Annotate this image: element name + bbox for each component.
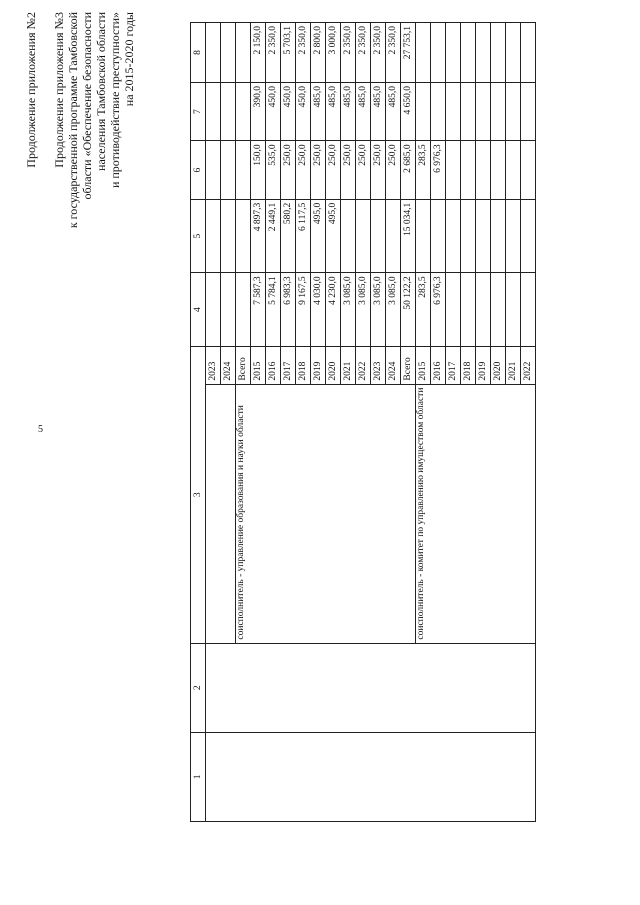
- value-cell: 5 784,1: [266, 273, 281, 347]
- value-cell: 2 685,0: [401, 141, 416, 199]
- year-cell: 2016: [431, 346, 446, 384]
- heading-line: и противодействие преступности»: [108, 12, 122, 189]
- value-cell: [446, 82, 461, 140]
- value-cell: [521, 199, 536, 273]
- year-cell: 2021: [506, 346, 521, 384]
- value-cell: 3 085,0: [341, 273, 356, 347]
- value-cell: [221, 82, 236, 140]
- value-cell: 50 122,2: [401, 273, 416, 347]
- value-cell: 2 350,0: [386, 23, 401, 83]
- value-cell: 2 150,0: [251, 23, 266, 83]
- value-cell: 283,5: [416, 273, 431, 347]
- value-cell: [446, 141, 461, 199]
- value-cell: [446, 23, 461, 83]
- value-cell: [416, 82, 431, 140]
- year-cell: 2024: [221, 346, 236, 384]
- value-cell: 2 449,1: [266, 199, 281, 273]
- year-cell: 2018: [461, 346, 476, 384]
- value-cell: [236, 199, 251, 273]
- col-header: 1: [191, 732, 206, 821]
- heading-line: Продолжение приложения №3: [52, 12, 66, 168]
- table-row: [206, 23, 221, 822]
- col-header: 2: [191, 643, 206, 732]
- year-cell: 2023: [206, 346, 221, 384]
- value-cell: [461, 199, 476, 273]
- value-cell: [506, 23, 521, 83]
- value-cell: [371, 199, 386, 273]
- value-cell: 250,0: [371, 141, 386, 199]
- value-cell: [521, 141, 536, 199]
- value-cell: [461, 273, 476, 347]
- value-cell: 450,0: [266, 82, 281, 140]
- value-cell: 5 703,1: [281, 23, 296, 83]
- value-cell: [221, 273, 236, 347]
- value-cell: [461, 141, 476, 199]
- col-header: 4: [191, 273, 206, 347]
- value-cell: 283,5: [416, 141, 431, 199]
- value-cell: [206, 82, 221, 140]
- value-cell: [491, 82, 506, 140]
- value-cell: [476, 273, 491, 347]
- table-body: [206, 23, 536, 822]
- value-cell: [491, 23, 506, 83]
- value-cell: [341, 199, 356, 273]
- col-header: 6: [191, 141, 206, 199]
- value-cell: 450,0: [296, 82, 311, 140]
- appendix-heading: [24, 12, 136, 232]
- year-cell: 2015: [416, 346, 431, 384]
- value-cell: 250,0: [281, 141, 296, 199]
- value-cell: [521, 273, 536, 347]
- value-cell: 3 085,0: [386, 273, 401, 347]
- value-cell: 4 650,0: [401, 82, 416, 140]
- value-cell: 6 976,3: [431, 273, 446, 347]
- value-cell: [461, 23, 476, 83]
- heading-line: области «Обеспечение безопасности: [80, 12, 94, 200]
- value-cell: 250,0: [311, 141, 326, 199]
- year-cell: 2022: [356, 346, 371, 384]
- value-cell: [506, 199, 521, 273]
- value-cell: 485,0: [386, 82, 401, 140]
- value-cell: 535,0: [266, 141, 281, 199]
- year-cell: 2024: [386, 346, 401, 384]
- value-cell: [236, 141, 251, 199]
- value-cell: 15 034,1: [401, 199, 416, 273]
- heading-line: Продолжение приложения №2: [24, 12, 38, 168]
- value-cell: 3 000,0: [326, 23, 341, 83]
- year-cell: 2019: [311, 346, 326, 384]
- value-cell: 6 976,3: [431, 141, 446, 199]
- value-cell: 250,0: [356, 141, 371, 199]
- year-cell: 2018: [296, 346, 311, 384]
- header-row: [191, 23, 206, 822]
- value-cell: 250,0: [386, 141, 401, 199]
- value-cell: 6 983,3: [281, 273, 296, 347]
- value-cell: 4 230,0: [326, 273, 341, 347]
- year-cell: 2017: [446, 346, 461, 384]
- value-cell: [221, 23, 236, 83]
- value-cell: [431, 199, 446, 273]
- value-cell: [476, 141, 491, 199]
- year-cell: 2020: [326, 346, 341, 384]
- value-cell: [506, 273, 521, 347]
- heading-line: на 2015-2020 годы: [122, 12, 136, 107]
- heading-line: к государственной программе Тамбовской: [66, 12, 80, 229]
- value-cell: 485,0: [341, 82, 356, 140]
- value-cell: [236, 23, 251, 83]
- value-cell: [491, 273, 506, 347]
- value-cell: 9 167,5: [296, 273, 311, 347]
- col-header: 5: [191, 199, 206, 273]
- year-cell: 2016: [266, 346, 281, 384]
- value-cell: 150,0: [251, 141, 266, 199]
- value-cell: [476, 82, 491, 140]
- col-header: 7: [191, 82, 206, 140]
- value-cell: 7 587,3: [251, 273, 266, 347]
- col2-cell: [206, 643, 536, 732]
- value-cell: [506, 141, 521, 199]
- year-cell: 2019: [476, 346, 491, 384]
- value-cell: 495,0: [311, 199, 326, 273]
- value-cell: [206, 141, 221, 199]
- value-cell: [416, 199, 431, 273]
- col-header: 8: [191, 23, 206, 83]
- year-cell: 2020: [491, 346, 506, 384]
- year-cell: 2015: [251, 346, 266, 384]
- value-cell: 390,0: [251, 82, 266, 140]
- value-cell: 485,0: [326, 82, 341, 140]
- value-cell: 2 350,0: [371, 23, 386, 83]
- value-cell: 4 897,3: [251, 199, 266, 273]
- page-number: 5: [38, 424, 43, 435]
- value-cell: [446, 273, 461, 347]
- value-cell: [446, 199, 461, 273]
- value-cell: [236, 82, 251, 140]
- value-cell: [476, 199, 491, 273]
- value-cell: [386, 199, 401, 273]
- year-cell: Всего: [401, 346, 416, 384]
- value-cell: [491, 141, 506, 199]
- value-cell: [221, 141, 236, 199]
- value-cell: 2 350,0: [266, 23, 281, 83]
- value-cell: 4 030,0: [311, 273, 326, 347]
- col1-cell: [206, 732, 536, 821]
- value-cell: [206, 23, 221, 83]
- value-cell: [491, 199, 506, 273]
- value-cell: [431, 23, 446, 83]
- year-cell: 2022: [521, 346, 536, 384]
- value-cell: [476, 23, 491, 83]
- value-cell: 3 085,0: [356, 273, 371, 347]
- executor-cell: [206, 384, 236, 643]
- value-cell: 485,0: [311, 82, 326, 140]
- value-cell: [461, 82, 476, 140]
- year-cell: 2023: [371, 346, 386, 384]
- year-cell: Всего: [236, 346, 251, 384]
- value-cell: [521, 82, 536, 140]
- value-cell: 6 117,5: [296, 199, 311, 273]
- value-cell: 2 800,0: [311, 23, 326, 83]
- value-cell: [431, 82, 446, 140]
- value-cell: 250,0: [296, 141, 311, 199]
- value-cell: [416, 23, 431, 83]
- value-cell: 2 350,0: [341, 23, 356, 83]
- value-cell: [356, 199, 371, 273]
- value-cell: 485,0: [356, 82, 371, 140]
- value-cell: 27 753,1: [401, 23, 416, 83]
- value-cell: 3 085,0: [371, 273, 386, 347]
- value-cell: 250,0: [341, 141, 356, 199]
- executor-cell: соисполнитель - комитет по управлению имуществом области: [416, 384, 536, 643]
- year-cell: 2017: [281, 346, 296, 384]
- landscape-content: [24, 12, 630, 822]
- value-cell: 250,0: [326, 141, 341, 199]
- funding-table: [190, 22, 536, 822]
- rotated-page: [24, 12, 640, 832]
- value-cell: [206, 199, 221, 273]
- executor-cell: соисполнитель - управление образования и науки области: [236, 384, 416, 643]
- value-cell: 2 350,0: [356, 23, 371, 83]
- value-cell: [236, 273, 251, 347]
- value-cell: [521, 23, 536, 83]
- value-cell: [221, 199, 236, 273]
- value-cell: 580,2: [281, 199, 296, 273]
- value-cell: 485,0: [371, 82, 386, 140]
- heading-line: населения Тамбовской области: [94, 12, 108, 171]
- value-cell: [206, 273, 221, 347]
- value-cell: [506, 82, 521, 140]
- value-cell: 2 350,0: [296, 23, 311, 83]
- year-cell: 2021: [341, 346, 356, 384]
- col-header: 3: [191, 346, 206, 643]
- value-cell: 450,0: [281, 82, 296, 140]
- value-cell: 495,0: [326, 199, 341, 273]
